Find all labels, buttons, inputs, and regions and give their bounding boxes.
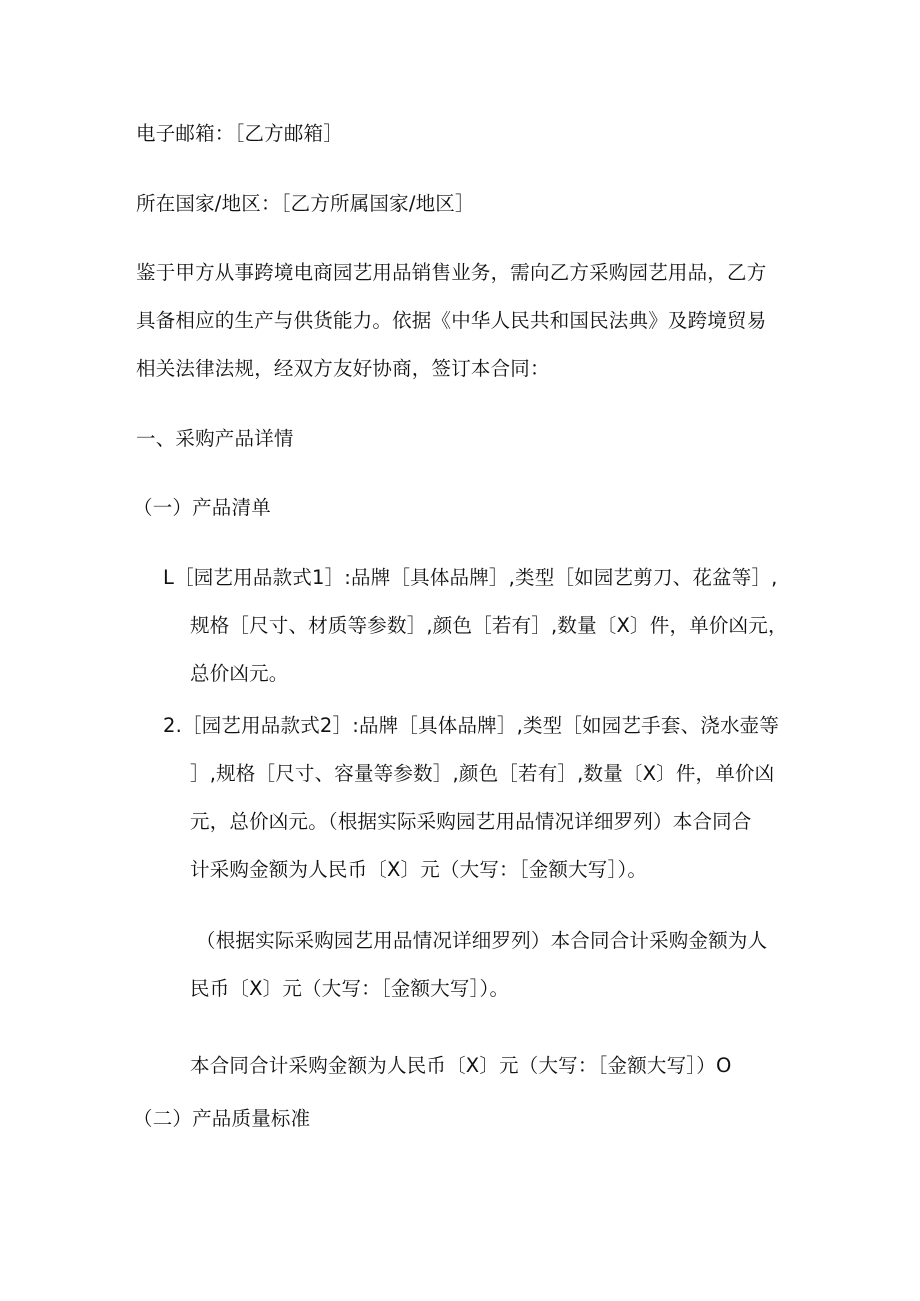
- subsection-heading-product-list: （一）产品清单: [133, 496, 271, 519]
- product-item-2-line-4: 计采购金额为人民币〔X〕元（大写：［金额大写］）。: [190, 858, 648, 881]
- total-amount-line: 本合同合计采购金额为人民币〔X〕元（大写：［金额大写］）O: [190, 1054, 732, 1077]
- preamble-line-2: 具备相应的生产与供货能力。依据《中华人民共和国民法典》及跨境贸易: [136, 309, 767, 332]
- preamble-line-1: 鉴于甲方从事跨境电商园艺用品销售业务，需向乙方采购园艺用品，乙方: [136, 261, 767, 284]
- product-item-1-line-1: L［园艺用品款式1］:品牌［具体品牌］,类型［如园艺剪刀、花盆等］,: [163, 566, 778, 589]
- section-heading-1: 一、采购产品详情: [136, 427, 294, 450]
- product-item-1-line-3: 总价凶元。: [190, 662, 289, 685]
- product-item-2-line-3: 元，总价凶元。（根据实际采购园艺用品情况详细罗列）本合同合: [190, 810, 752, 833]
- product-item-2-line-1: 2.［园艺用品款式2］:品牌［具体品牌］,类型［如园艺手套、浇水壶等: [163, 714, 780, 737]
- preamble-line-3: 相关法律法规，经双方友好协商，签订本合同：: [136, 357, 550, 380]
- country-region-line: 所在国家/地区：［乙方所属国家/地区］: [136, 192, 475, 215]
- subsection-heading-quality-standard: （二）产品质量标准: [133, 1107, 311, 1130]
- note-paragraph-line-1: （根据实际采购园艺用品情况详细罗列）本合同合计采购金额为人: [196, 929, 768, 952]
- note-paragraph-line-2: 民币〔X〕元（大写：［金额大写］）。: [190, 977, 510, 1000]
- product-item-2-line-2: ］,规格［尺寸、容量等参数］,颜色［若有］,数量〔X〕件，单价凶: [190, 762, 775, 785]
- product-item-1-line-2: 规格［尺寸、材质等参数］,颜色［若有］,数量〔X〕件，单价凶元，: [190, 614, 788, 637]
- email-line: 电子邮箱：［乙方邮箱］: [136, 122, 343, 145]
